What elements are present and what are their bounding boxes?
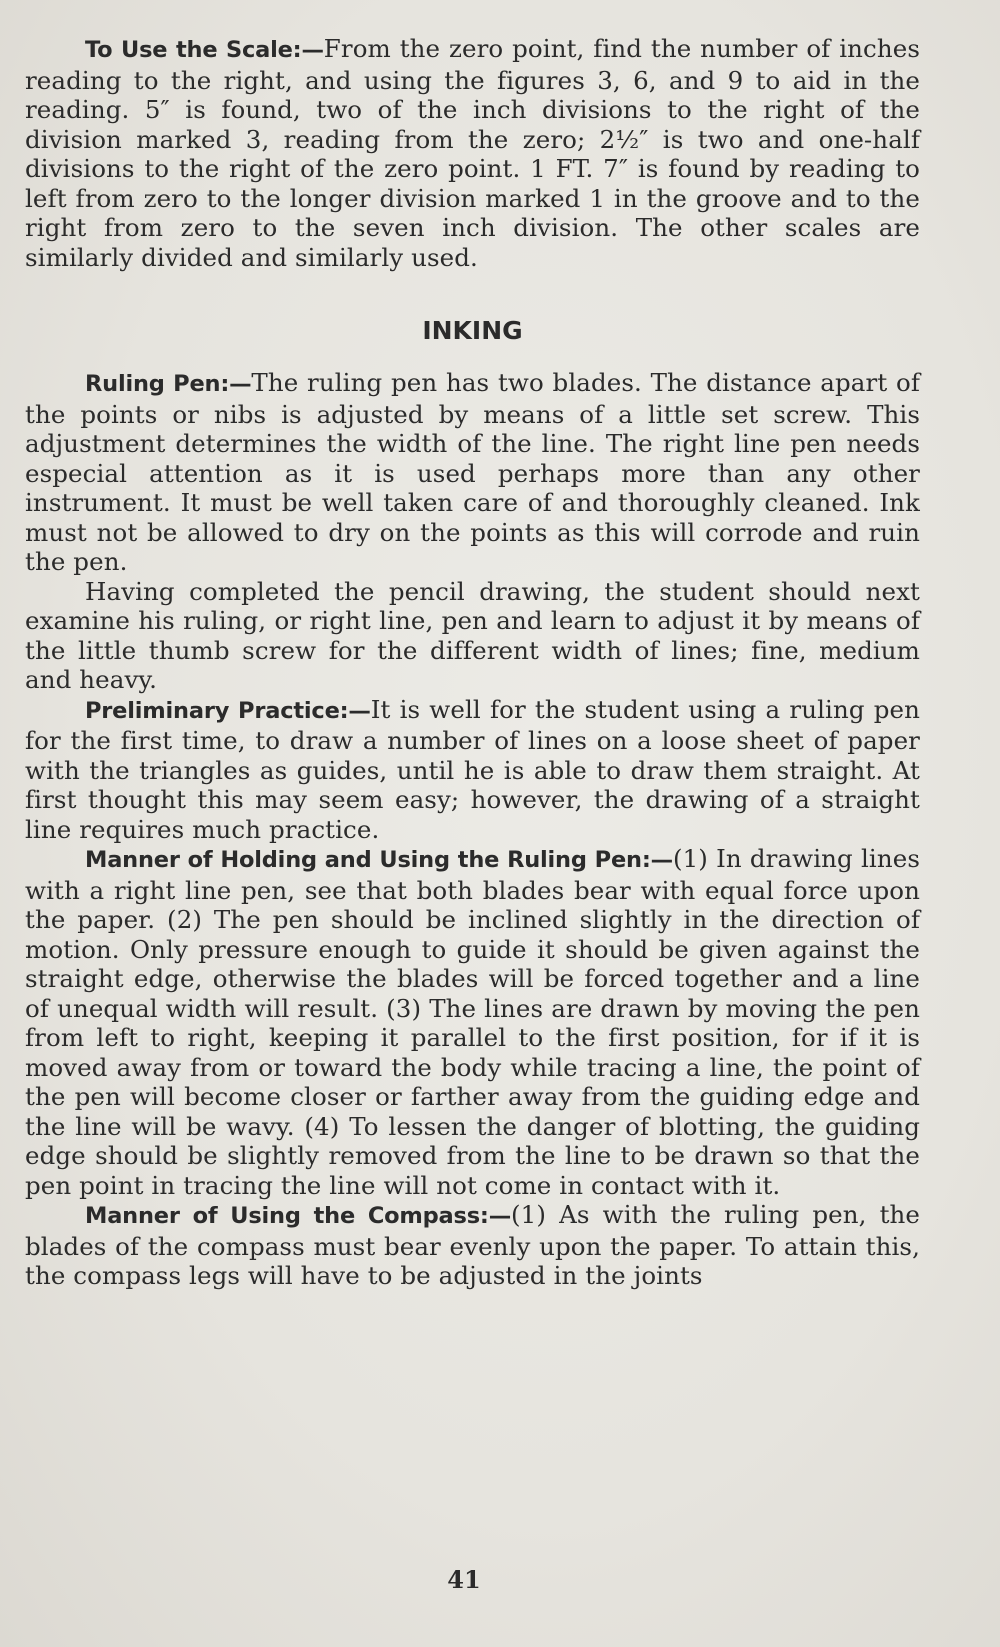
ruling-pen-body: The ruling pen has two blades. The distance apart of the points or nibs is adjusted by means of a little set screw. This adjustment determines the width of the line. The right line pen needs especial attention as it is used perhaps more than any other instrument. It must be well taken care of and thoroughly cleaned. Ink must not be allowed to dry on the points as this will corrode and ruin the pen. (25, 368, 920, 576)
compass-body: (1) As with the ruling pen, the blades of the compass must bear evenly upon the paper. To attain this, the compass legs will have to be adjusted in the joints (25, 1200, 920, 1290)
page-number: 41 (447, 1565, 481, 1594)
scale-heading: To Use the Scale:— (85, 37, 324, 63)
compass-paragraph (25, 1200, 920, 1291)
ruling-pen-paragraph (25, 368, 920, 577)
preliminary-paragraph (25, 695, 920, 845)
page-text (25, 34, 920, 1291)
having-completed-body: Having completed the pencil drawing, the student should next examine his ruling, or right line, pen and learn to adjust it by means of the little thumb screw for the different width of lines; fine, medium and heavy. (25, 576, 920, 694)
holding-body: (1) In drawing lines with a right line pen, see that both blades bear with equal force upon the paper. (2) The pen should be inclined slightly in the direction of motion. Only pressure enough to guide it should be given against the straight edge, otherwise the blades will be forced together and a line of unequal width will result. (3) The lines are drawn by moving the pen from left to right, keeping it parallel to the first position, for if it is moved away from or toward the body while tracing a line, the point of the pen will become closer or farther away from the guiding edge and the line will be wavy. (4) To lessen the danger of blotting, the guiding edge should be slightly removed from the line to be drawn so that the pen point in tracing the line will not come in contact with it. (25, 844, 921, 1200)
having-completed-paragraph (25, 577, 920, 695)
compass-heading: Manner of Using the Compass:— (85, 1203, 512, 1229)
scale-body: From the zero point, find the number of inches reading to the right, and using the figures 3, 6, and 9 to aid in the reading. 5″ is found, two of the inch divisions to the right of the division marked 3, reading from the zero; 2½″ is two and one-half divisions to the right of the zero point. 1 FT. 7″ is found by reading to left from zero to the longer division marked 1 in the groove and to the right from zero to the seven inch division. The other scales are similarly divided and similarly used. (25, 34, 920, 272)
preliminary-heading: Preliminary Practice:— (85, 697, 371, 724)
scale-paragraph (25, 34, 920, 272)
section-title-inking: INKING (422, 316, 523, 345)
inking-heading-wrap (25, 316, 920, 346)
ruling-pen-heading: Ruling Pen:— (85, 371, 252, 397)
holding-heading: Manner of Holding and Using the Ruling Pen:— (85, 847, 673, 873)
holding-paragraph (25, 844, 920, 1200)
preliminary-body: It is well for the student using a ruling pen for the first time, to draw a number of lines on a loose sheet of paper with the triangles as guides, until he is able to draw them straight. At first thought this may seem easy; however, the drawing of a straight line requires much practice. (25, 694, 920, 844)
